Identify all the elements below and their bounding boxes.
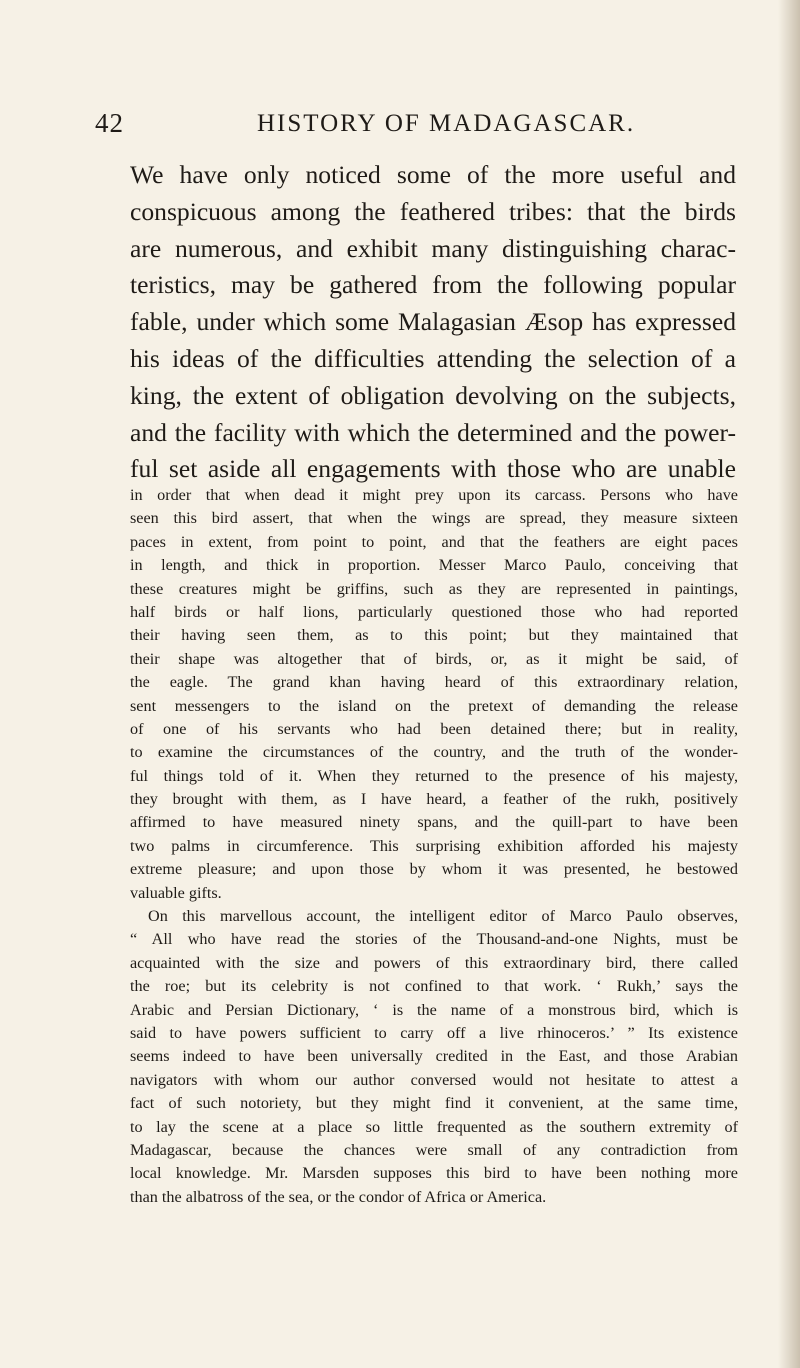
body-line: teristics, may be gathered from the following popular <box>130 270 736 300</box>
footnote-line: of one of his servants who had been detained there; but in reality, <box>130 719 738 738</box>
body-paragraph <box>130 157 736 488</box>
footnote-line: valuable gifts. <box>130 883 222 902</box>
footnote-line: Madagascar, because the chances were small of any contradiction from <box>130 1140 738 1159</box>
body-line: ful set aside all engagements with those who are unable <box>130 454 736 484</box>
footnote-line: their shape was altogether that of birds, or, as it might be said, of <box>130 649 738 668</box>
footnote-line: affirmed to have measured ninety spans, and the quill-part to have been <box>130 813 738 832</box>
footnote-line: seen this bird assert, that when the wings are spread, they measure sixteen <box>130 509 738 528</box>
footnote-line: in length, and thick in proportion. Messer Marco Paulo, conceiving that <box>130 556 738 575</box>
footnote-line: than the albatross of the sea, or the condor of Africa or America. <box>130 1187 547 1206</box>
body-line: fable, under which some Malagasian Æsop has expressed <box>130 307 736 337</box>
body-line: and the facility with which the determined and the power- <box>130 417 736 447</box>
body-line: are numerous, and exhibit many distinguishing charac- <box>130 233 736 263</box>
footnote-line: two palms in circumference. This surprising exhibition afforded his majesty <box>130 836 738 855</box>
footnote-line: paces in extent, from point to point, and that the feathers are eight paces <box>130 532 738 551</box>
footnote-line: ful things told of it. When they returned to the presence of his majesty, <box>130 766 738 785</box>
footnote-line: “ All who have read the stories of the Thousand-and-one Nights, must be <box>130 930 738 949</box>
footnote-line: in order that when dead it might prey upon its carcass. Persons who have <box>130 486 738 504</box>
footnote-line: sent messengers to the island on the pretext of demanding the release <box>130 696 738 715</box>
footnote-line: half birds or half lions, particularly questioned those who had reported <box>130 602 738 621</box>
footnote-line: to lay the scene at a place so little frequented as the southern extremity of <box>130 1117 738 1136</box>
footnote-line: these creatures might be griffins, such as they are represented in paintings, <box>130 579 738 598</box>
footnote-line: said to have powers sufficient to carry off a live rhinoceros.’ ” Its existence <box>130 1023 738 1042</box>
footnote-line: to examine the circumstances of the country, and the truth of the wonder- <box>130 743 738 762</box>
body-line: his ideas of the difficulties attending the selection of a <box>130 343 736 373</box>
footnote-line: they brought with them, as I have heard, a feather of the rukh, positively <box>130 790 738 809</box>
footnote-line: their having seen them, as to this point; but they maintained that <box>130 626 738 645</box>
page-header <box>0 108 800 148</box>
footnote-line: navigators with whom our author conversed would not hesitate to attest a <box>130 1070 738 1089</box>
body-line: conspicuous among the feathered tribes: that the birds <box>130 196 736 226</box>
footnote-line: the eagle. The grand khan having heard of this extraordinary relation, <box>130 673 738 692</box>
footnote-line: seems indeed to have been universally credited in the East, and those Arabian <box>130 1047 738 1066</box>
page-number: 42 <box>95 108 124 138</box>
footnote-line: fact of such notoriety, but they might find it convenient, at the same time, <box>130 1094 738 1113</box>
body-line: We have only noticed some of the more useful and <box>130 160 736 189</box>
page-edge-shadow <box>778 0 800 1368</box>
footnote-block <box>130 484 738 1209</box>
body-line: king, the extent of obligation devolving on the subjects, <box>130 380 736 410</box>
footnote-line: local knowledge. Mr. Marsden supposes this bird to have been nothing more <box>130 1164 738 1183</box>
running-title: HISTORY OF MADAGASCAR. <box>257 110 636 137</box>
footnote-line: On this marvellous account, the intelligent editor of Marco Paulo observes, <box>148 907 738 926</box>
footnote-line: Arabic and Persian Dictionary, ‘ is the name of a monstrous bird, which is <box>130 1000 738 1019</box>
footnote-line: extreme pleasure; and upon those by whom it was presented, he bestowed <box>130 860 738 879</box>
footnote-line: the roe; but its celebrity is not confined to that work. ‘ Rukh,’ says the <box>130 977 738 996</box>
footnote-line: acquainted with the size and powers of this extraordinary bird, there called <box>130 953 738 972</box>
